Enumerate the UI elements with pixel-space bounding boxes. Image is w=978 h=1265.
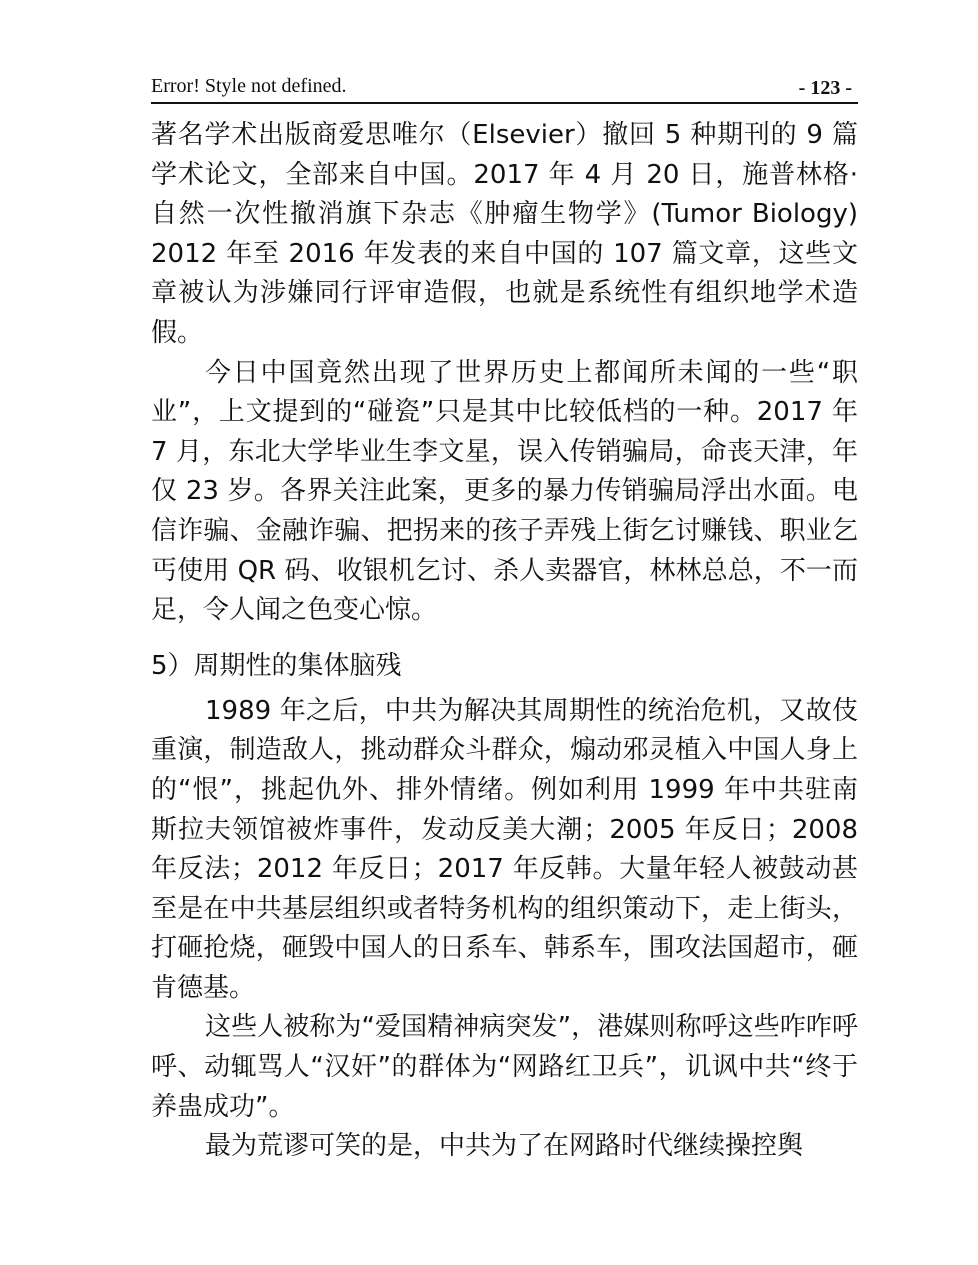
running-head: Error! Style not defined. [151,75,347,97]
section-heading: 5）周期性的集体脑残 [151,650,402,681]
page-number: - 123 - [798,77,852,99]
page-header [151,72,858,104]
body-text [151,116,858,1167]
paragraph: 1989 年之后，中共为解决其周期性的统治危机，又故伎重演，制造敌人，挑动群众斗群众，煽动邪灵植入中国人身上的“恨”，挑起仇外、排外情绪。例如利用 1999 年中共驻南斯拉夫领馆被炸事件，发动反美大潮；2005 年反日；2008 年反法；2012 年反日；2017 年反韩。大量年轻人被鼓动甚至是在中共基层组织或者特务机构的组织策动下，走上街头，打砸抢烧，砸毁中国人的日系车、韩系车，围攻法国超市，砸肯德基。 [151,695,858,1003]
paragraph: 这些人被称为“爱国精神病突发”，港媒则称呼这些咋咋呼呼、动辄骂人“汉奸”的群体为“网路红卫兵”，讥讽中共“终于养蛊成功”。 [151,1012,858,1122]
paragraph: 今日中国竟然出现了世界历史上都闻所未闻的一些“职业”，上文提到的“碰瓷”只是其中比较低档的一种。2017 年 7 月，东北大学毕业生李文星，误入传销骗局，命丧天津，年仅 23 岁。各界关注此案，更多的暴力传销骗局浮出水面。电信诈骗、金融诈骗、把拐来的孩子弄残上街乞讨赚钱、职业乞丐使用 QR 码、收银机乞讨、杀人卖器官，林林总总，不一而足，令人闻之色变心惊。 [151,357,858,626]
paragraph-continued: 著名学术出版商爱思唯尔（Elsevier）撤回 5 种期刊的 9 篇学术论文，全部来自中国。2017 年 4 月 20 日，施普林格·自然一次性撤消旗下杂志《肿瘤生物学》(Tumor Biology) 2012 年至 2016 年发表的来自中国的 107 篇文章，这些文章被认为涉嫌同行评审造假，也就是系统性有组织地学术造假。 [151,120,858,348]
paragraph: 最为荒谬可笑的是，中共为了在网路时代继续操控舆 [205,1131,804,1162]
